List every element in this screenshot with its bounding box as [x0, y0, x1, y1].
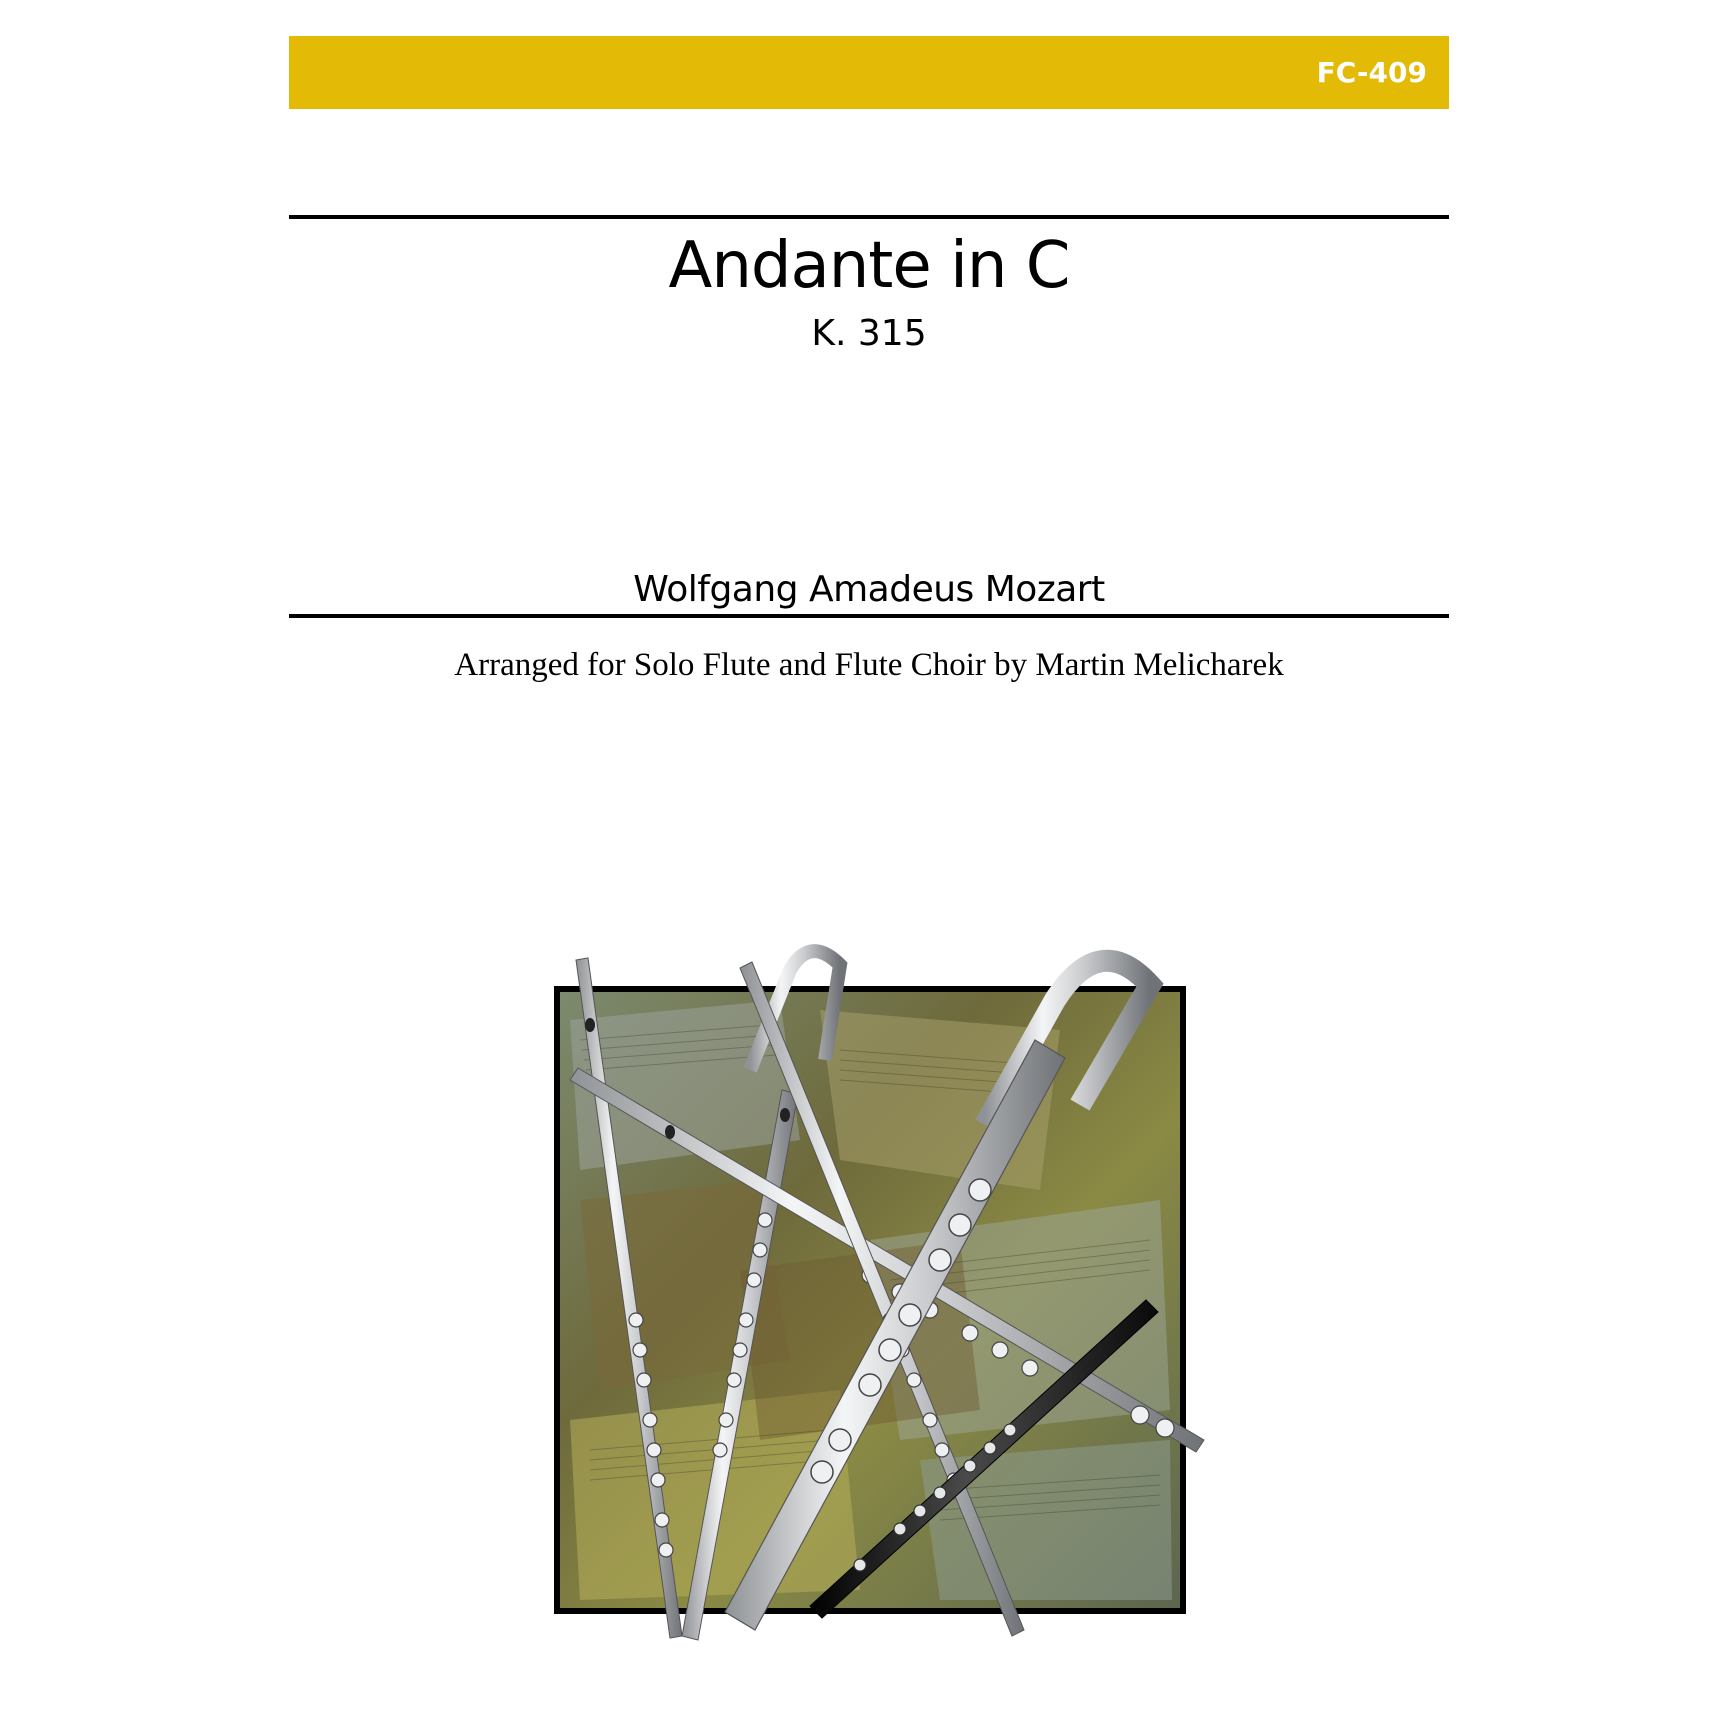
- composer-rule: [289, 614, 1449, 618]
- arrangement-credit: Arranged for Solo Flute and Flute Choir by Martin Melicharek: [454, 647, 1284, 683]
- title-rule-top: [289, 215, 1449, 219]
- catalog-number: FC-409: [1316, 56, 1427, 89]
- piece-title: Andante in C: [668, 229, 1070, 303]
- catalog-band: [289, 36, 1449, 109]
- flute-collage-artwork: [540, 940, 1220, 1650]
- piece-catalog-designation: K. 315: [811, 313, 927, 354]
- composer-name: Wolfgang Amadeus Mozart: [633, 569, 1105, 610]
